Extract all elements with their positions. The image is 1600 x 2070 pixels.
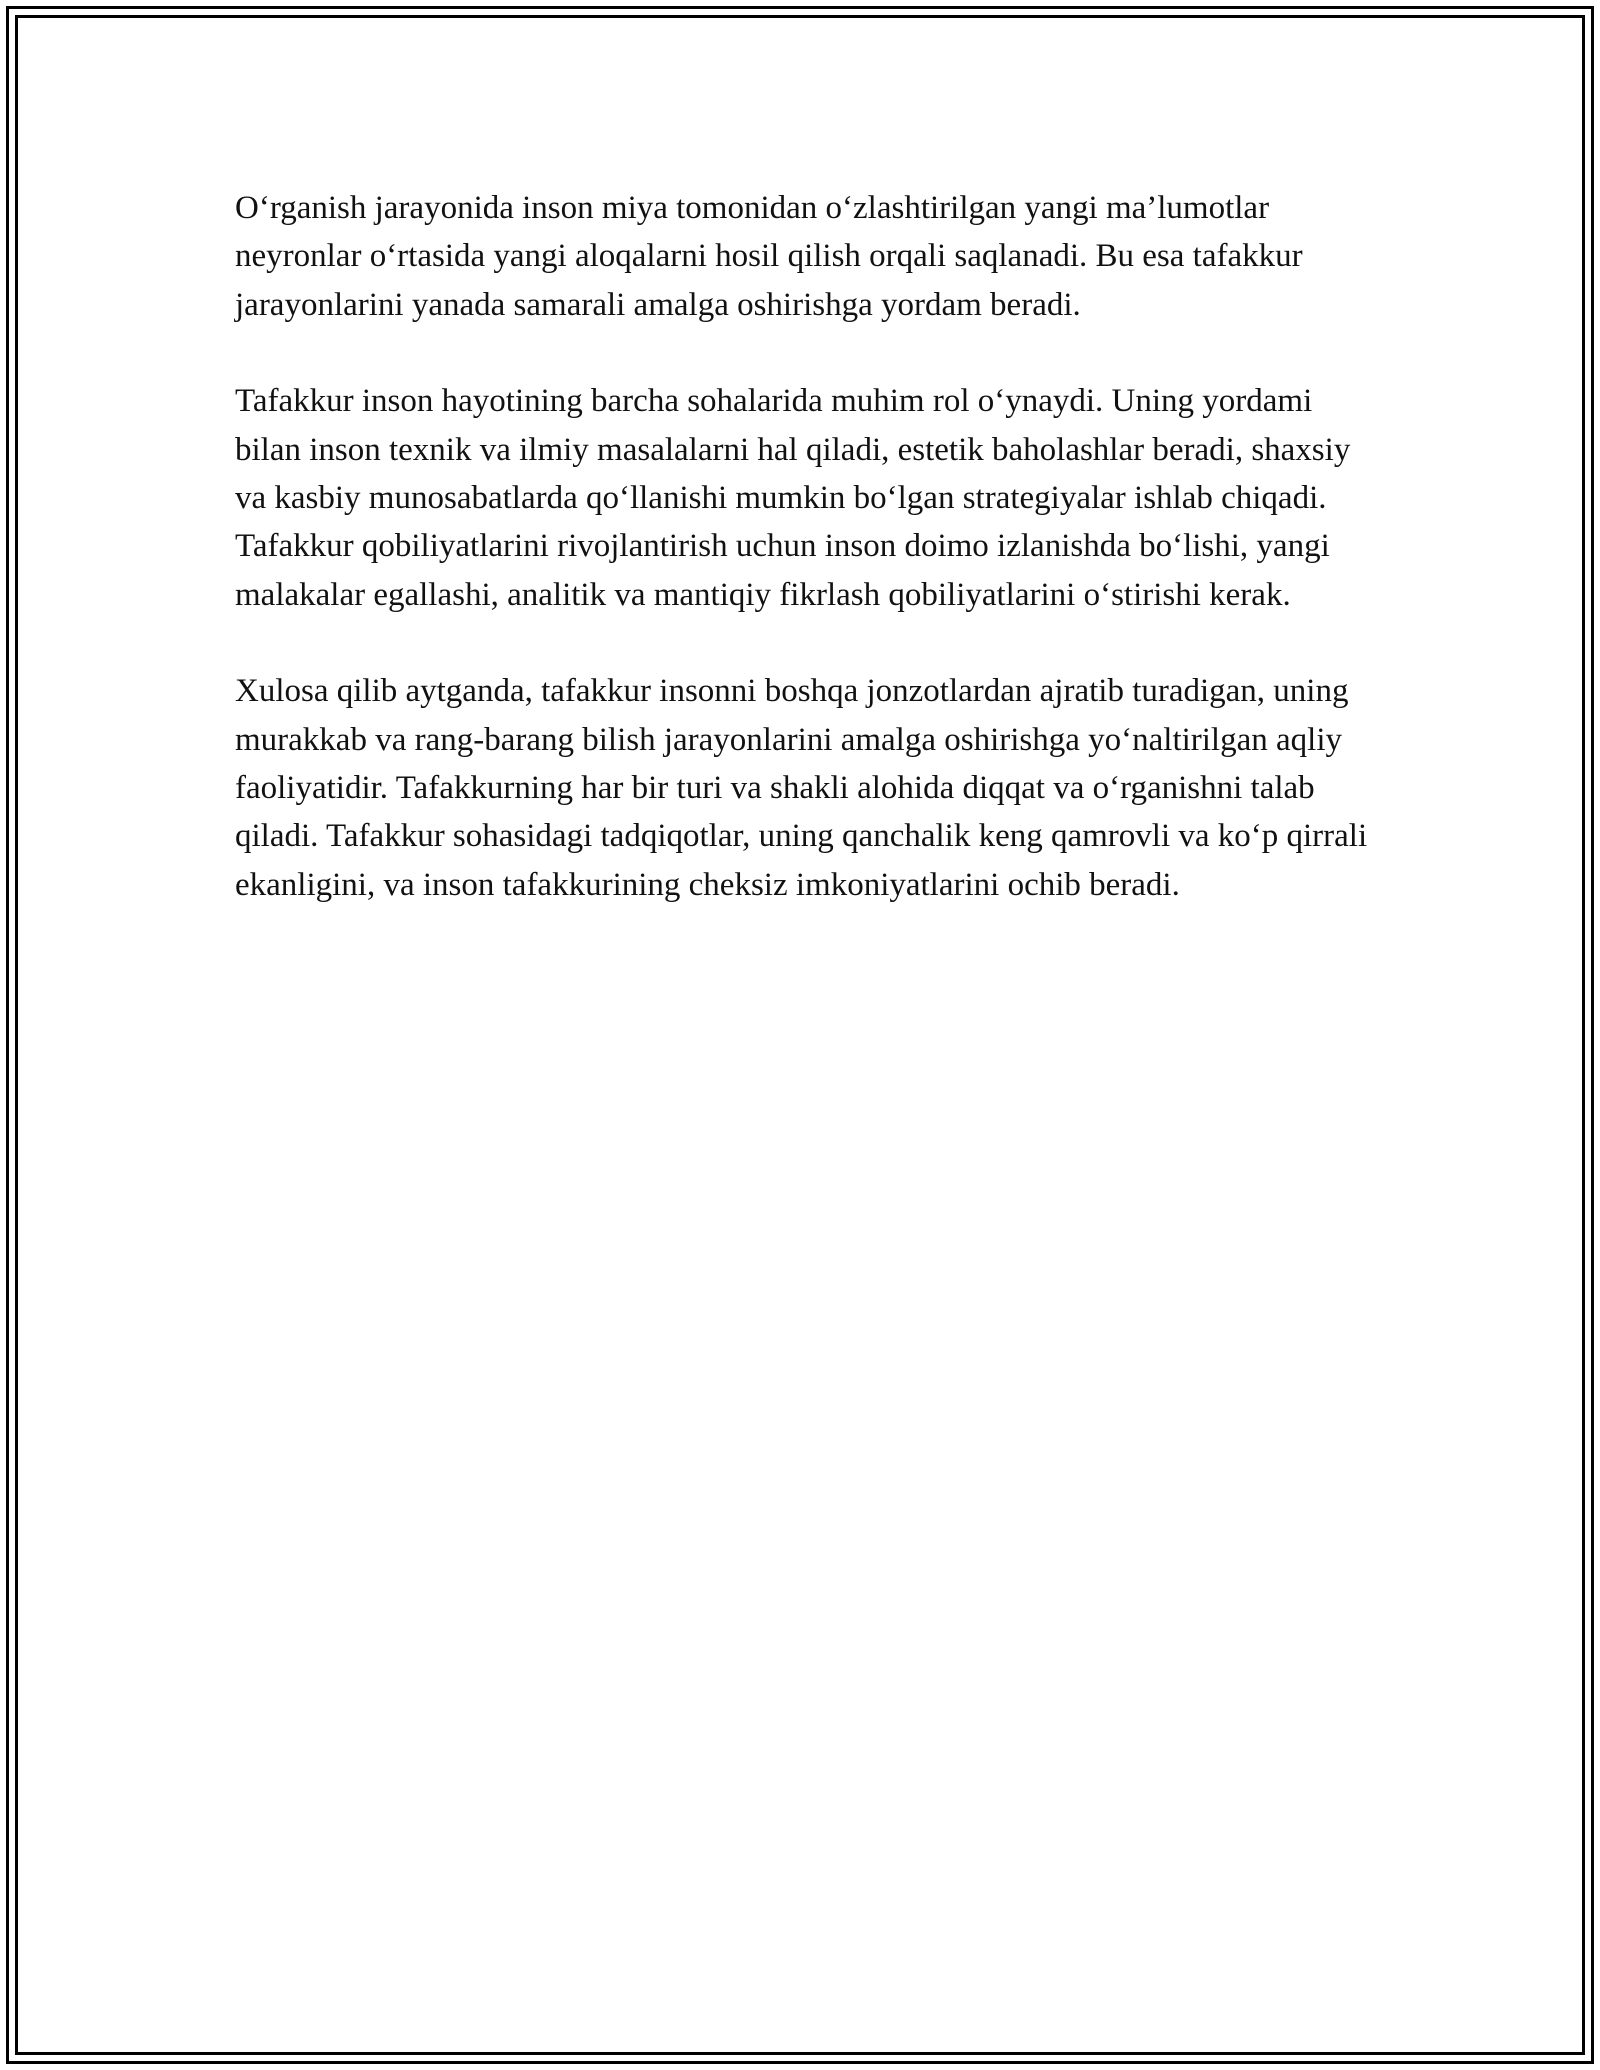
- paragraph-1: O‘rganish jarayonida inson miya tomonidan o‘zlashtirilgan yangi ma’lumotlar neyronlar o‘rtasida yangi aloqalarni hosil qilish orqali saqlanadi. Bu esa tafakkur jarayonlarini yanada samarali amalga oshirishga yordam beradi.: [235, 190, 1303, 323]
- paragraph-2: Tafakkur inson hayotining barcha sohalarida muhim rol o‘ynaydi. Uning yordami bilan inson texnik va ilmiy masalalarni hal qiladi, estetik baholashlar beradi, shaxsiy va kasbiy munosabatlarda qo‘llanishi mumkin bo‘lgan strategiyalar ishlab chiqadi. Tafakkur qobiliyatlarini rivojlantirish uchun inson doimo izlanishda bo‘lishi, yangi malakalar egallashi, analitik va mantiqiy fikrlash qobiliyatlarini o‘stirishi kerak.: [235, 383, 1351, 613]
- document-body: [235, 184, 1375, 957]
- paragraph-3: Xulosa qilib aytganda, tafakkur insonni boshqa jonzotlardan ajratib turadigan, uning murakkab va rang-barang bilish jarayonlarini amalga oshirishga yo‘naltirilgan aqliy faoliyatidir. Tafakkurning har bir turi va shakli alohida diqqat va o‘rganishni talab qiladi. Tafakkur sohasidagi tadqiqotlar, uning qanchalik keng qamrovli va ko‘p qirrali ekanligini, va inson tafakkurining cheksiz imkoniyatlarini ochib beradi.: [235, 673, 1368, 903]
